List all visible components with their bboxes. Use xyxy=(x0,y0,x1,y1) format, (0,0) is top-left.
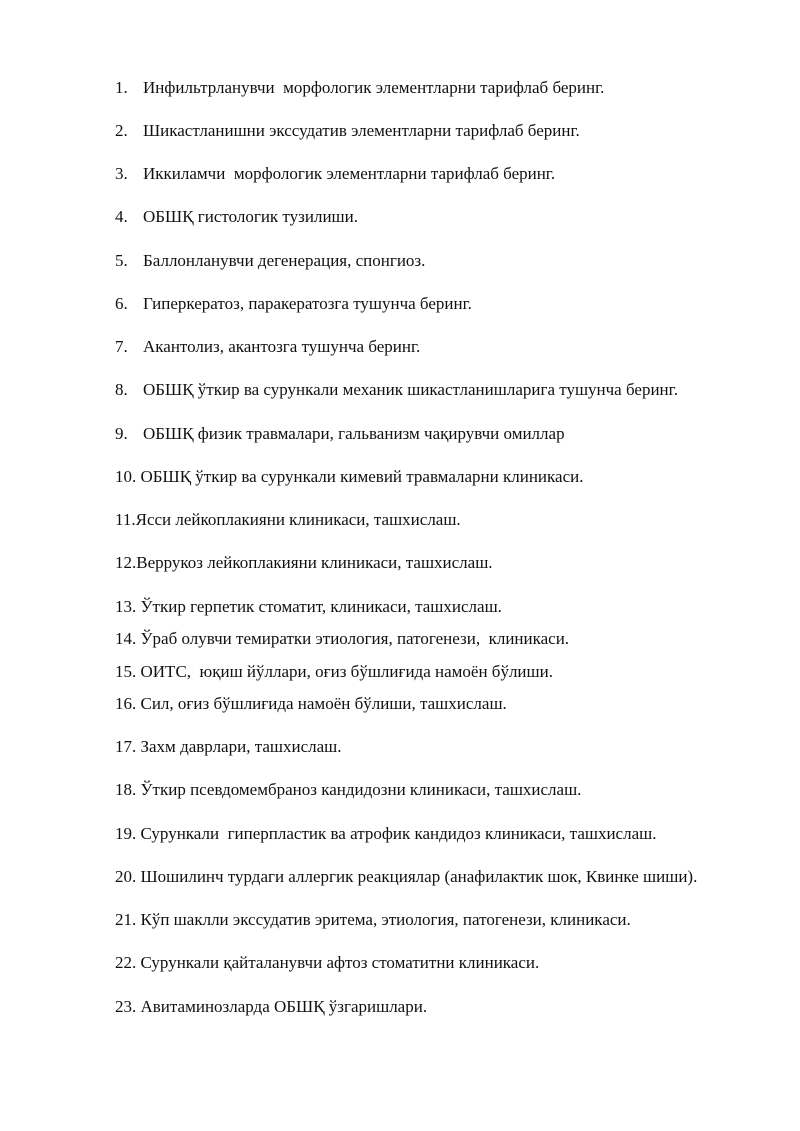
question-text: Ясси лейкоплакияни клиникаси, ташхислаш. xyxy=(135,510,461,529)
question-number: 18. xyxy=(115,780,141,799)
question-text: Иккиламчи морфологик элементларни тарифлаб беринг. xyxy=(143,164,556,183)
question-number: 11. xyxy=(115,510,136,529)
question-item xyxy=(115,424,565,444)
question-number: 1. xyxy=(115,78,128,97)
question-item xyxy=(115,780,581,800)
question-item xyxy=(115,597,502,617)
question-text: Веррукоз лейкоплакияни клиникаси, ташхислаш. xyxy=(136,553,493,572)
question-text: Ўраб олувчи темиратки этиология, патогенези, клиникаси. xyxy=(140,629,570,648)
question-item xyxy=(115,824,656,844)
question-text: Ўткир псевдомембраноз кандидозни клиникаси, ташхислаш. xyxy=(140,780,582,799)
question-text: Авитаминозларда ОБШҚ ўзгаришлари. xyxy=(140,997,428,1016)
question-text: Гиперкератоз, паракератозга тушунча беринг. xyxy=(143,294,472,313)
question-item xyxy=(115,694,507,714)
question-number: 17. xyxy=(115,737,141,756)
question-number: 19. xyxy=(115,824,141,843)
question-item xyxy=(115,251,425,271)
question-number: 13. xyxy=(115,597,141,616)
question-number: 16. xyxy=(115,694,141,713)
question-number: 22. xyxy=(115,953,141,972)
question-item xyxy=(115,467,583,487)
question-text: Баллонланувчи дегенерация, спонгиоз. xyxy=(143,251,426,270)
question-text: Сурункали гиперпластик ва атрофик кандидоз клиникаси, ташхислаш. xyxy=(140,824,657,843)
question-item xyxy=(115,953,539,973)
question-item xyxy=(115,737,341,757)
question-item xyxy=(115,997,427,1017)
question-item xyxy=(115,337,420,357)
question-number: 14. xyxy=(115,629,141,648)
question-item xyxy=(115,510,461,530)
question-number: 9. xyxy=(115,424,128,443)
question-text: Шошилинч турдаги аллергик реакциялар (анафилактик шок, Квинке шиши). xyxy=(140,867,698,886)
question-number: 15. xyxy=(115,662,141,681)
question-number: 3. xyxy=(115,164,128,183)
question-text: ОБШҚ ўткир ва сурункали механик шикастланишларига тушунча беринг. xyxy=(143,380,678,399)
question-text: Ўткир герпетик стоматит, клиникаси, ташхислаш. xyxy=(140,597,502,616)
question-text: Кўп шаклли экссудатив эритема, этиология, патогенези, клиникаси. xyxy=(140,910,631,929)
question-number: 6. xyxy=(115,294,128,313)
question-number: 7. xyxy=(115,337,128,356)
question-text: Акантолиз, акантозга тушунча беринг. xyxy=(143,337,421,356)
question-number: 10. xyxy=(115,467,141,486)
question-number: 5. xyxy=(115,251,128,270)
question-number: 8. xyxy=(115,380,128,399)
question-text: ОБШҚ физик травмалари, гальванизм чақирувчи омиллар xyxy=(143,424,565,443)
question-text: Захм даврлари, ташхислаш. xyxy=(140,737,342,756)
question-text: ОБШҚ ўткир ва сурункали кимевий травмаларни клиникаси. xyxy=(140,467,584,486)
question-text: ОБШҚ гистологик тузилиши. xyxy=(143,207,358,226)
question-number: 4. xyxy=(115,207,128,226)
question-item xyxy=(115,662,553,682)
question-number: 2. xyxy=(115,121,128,140)
question-item xyxy=(115,380,678,400)
question-number: 20. xyxy=(115,867,141,886)
question-text: Шикастланишни экссудатив элементларни тарифлаб беринг. xyxy=(143,121,580,140)
question-item xyxy=(115,294,472,314)
question-text: ОИТС, юқиш йўллари, оғиз бўшлиғида намоён бўлиши. xyxy=(140,662,553,681)
question-item xyxy=(115,867,697,887)
question-number: 21. xyxy=(115,910,141,929)
question-text: Сил, оғиз бўшлиғида намоён бўлиши, ташхислаш. xyxy=(140,694,507,713)
question-item xyxy=(115,207,358,227)
question-item xyxy=(115,553,493,573)
question-item xyxy=(115,629,569,649)
question-text: Сурункали қайталанувчи афтоз стоматитни клиникаси. xyxy=(140,953,540,972)
question-item xyxy=(115,78,604,98)
question-item xyxy=(115,121,580,141)
question-item xyxy=(115,164,555,184)
question-number: 12. xyxy=(115,553,137,572)
question-number: 23. xyxy=(115,997,141,1016)
question-item xyxy=(115,910,631,930)
question-text: Инфильтрланувчи морфологик элементларни тарифлаб беринг. xyxy=(143,78,605,97)
